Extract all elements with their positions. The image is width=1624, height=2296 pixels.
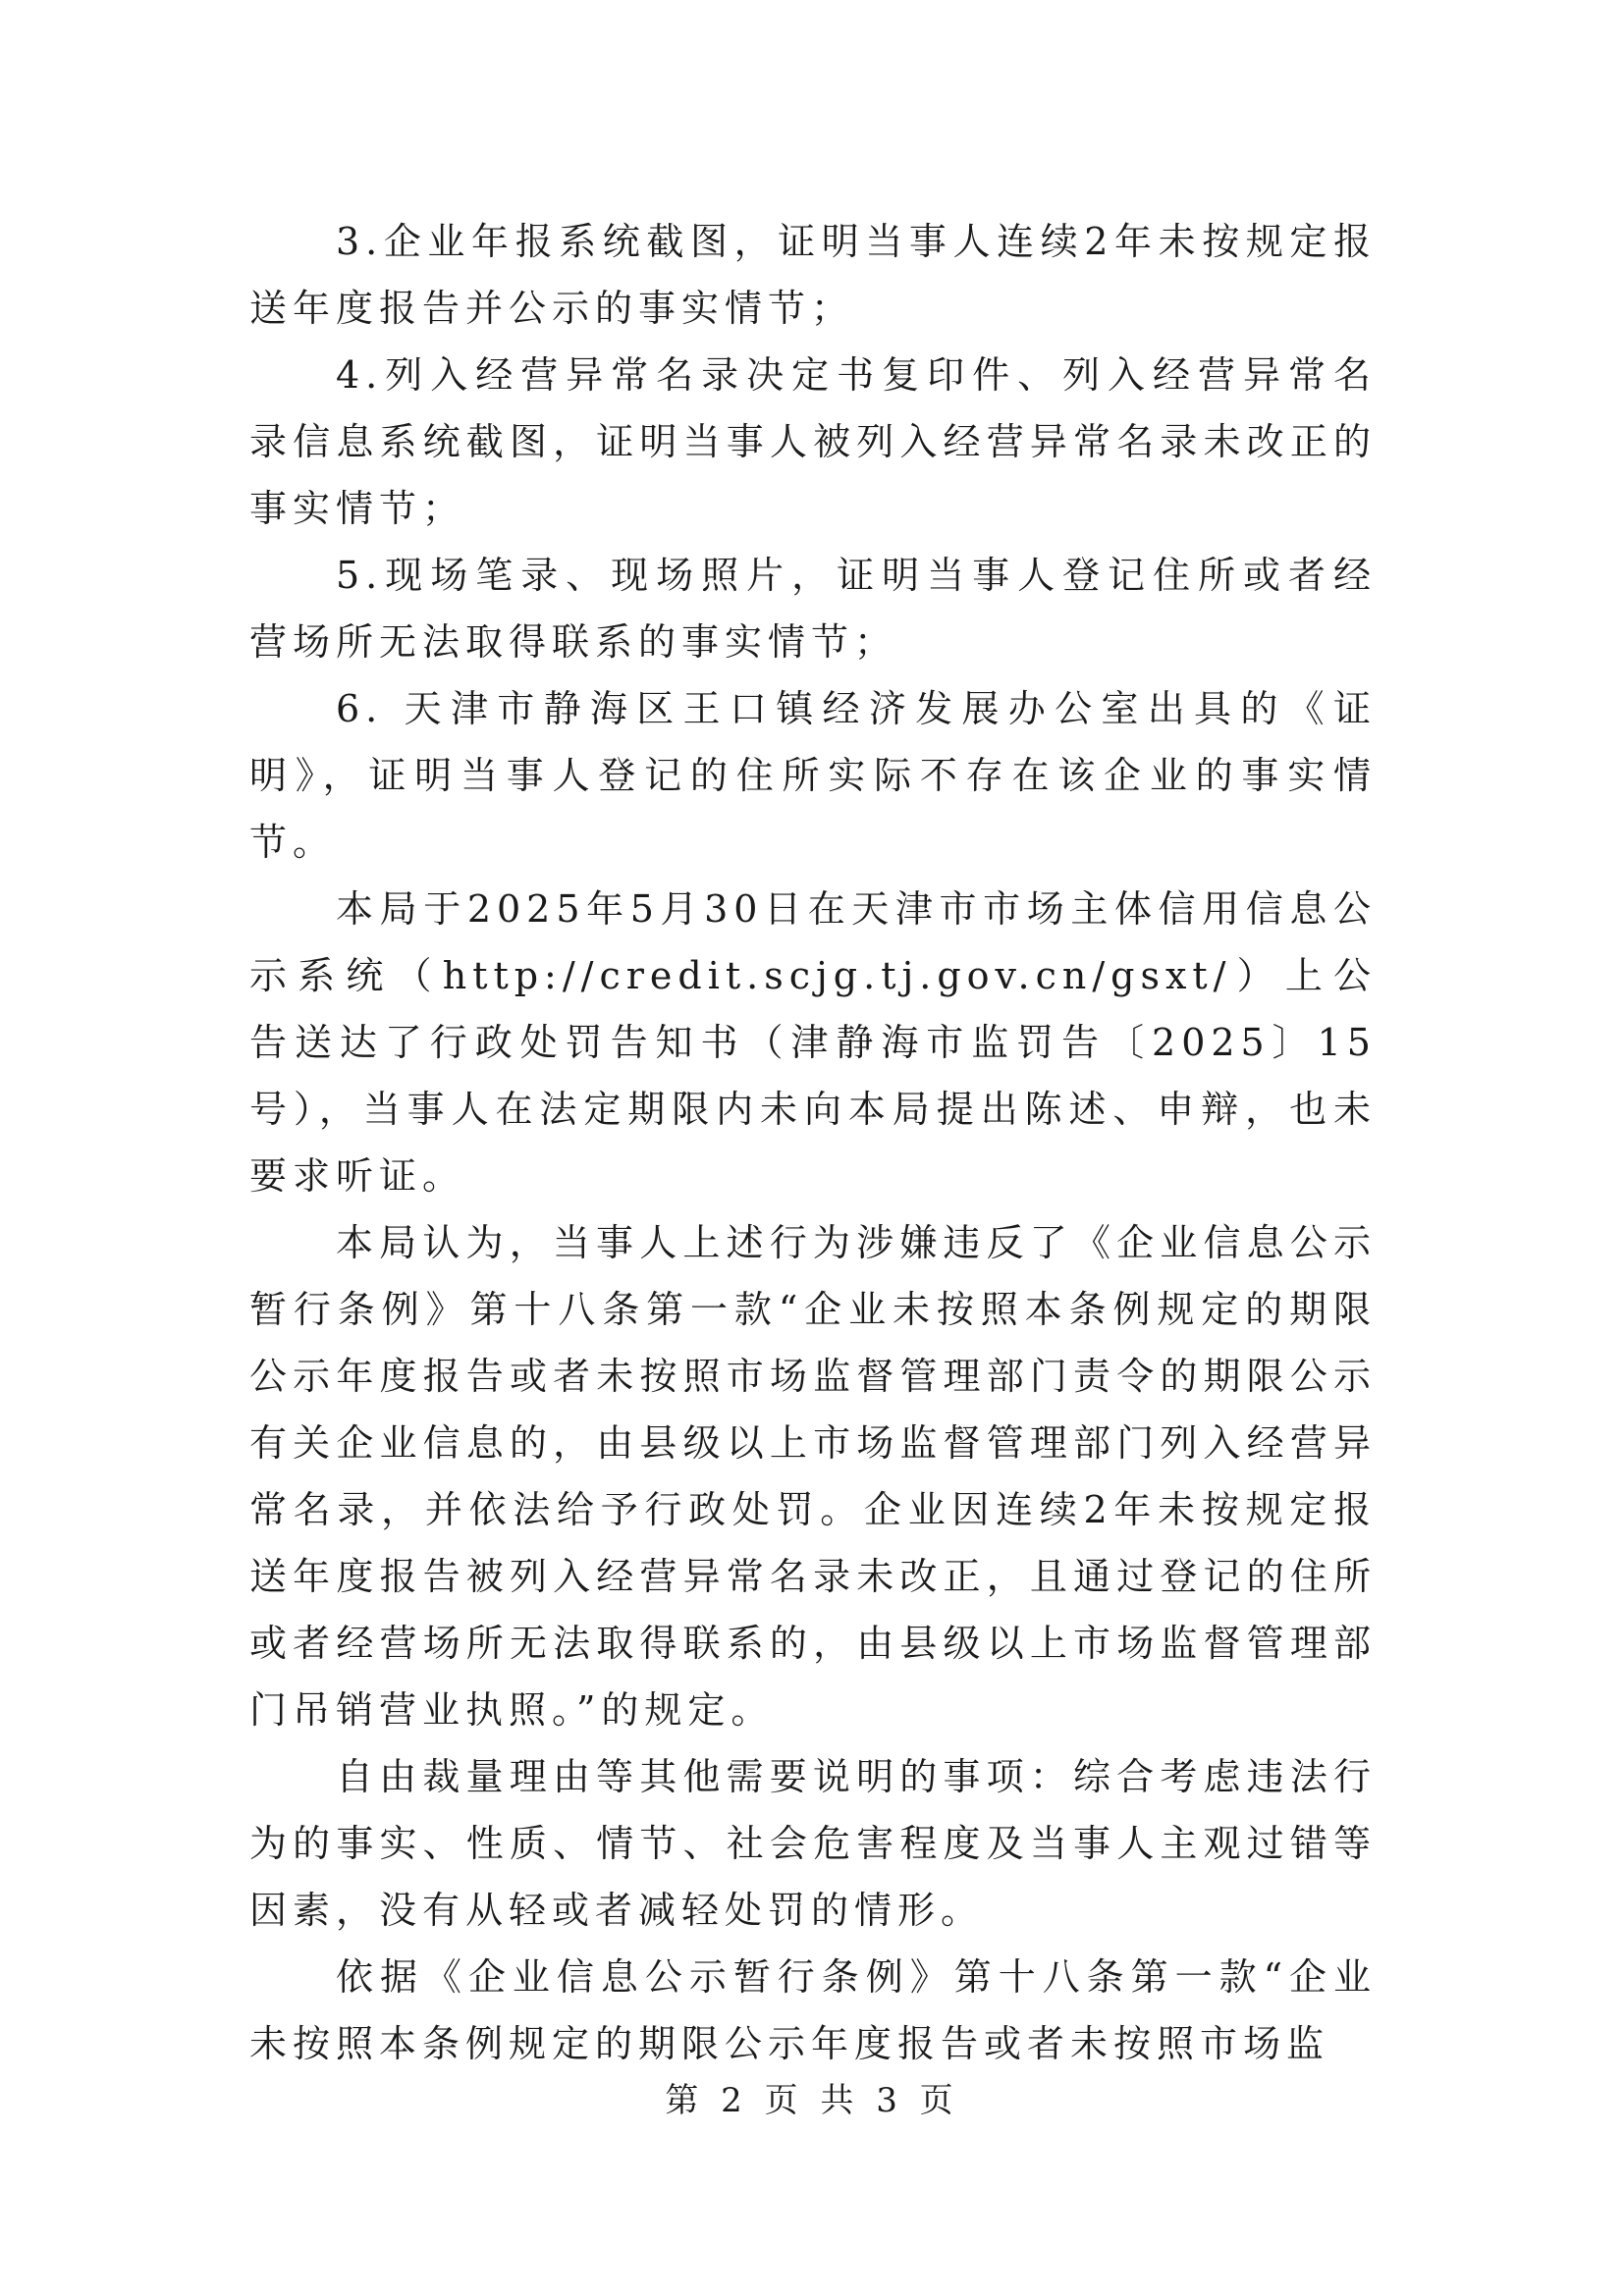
paragraph-basis: 依据《企业信息公示暂行条例》第十八条第一款“企业未按照本条例规定的期限公示年度报告或者未按照市场监 (249, 1955, 1377, 2065)
paragraph-notice-delivery: 本局于2025年5月30日在天津市市场主体信用信息公示系统（http://credit.scjg.tj.gov.cn/gsxt/）上公告送达了行政处罚告知书（津静海市监罚告〔2025〕15号），当事人在法定期限内未向本局提出陈述、申辩，也未要求听证。 (249, 887, 1377, 1198)
paragraph-evidence-6: 6. 天津市静海区王口镇经济发展办公室出具的《证明》，证明当事人登记的住所实际不存在该企业的事实情节。 (249, 687, 1377, 864)
paragraph-discretion: 自由裁量理由等其他需要说明的事项：综合考虑违法行为的事实、性质、情节、社会危害程度及当事人主观过错等因素，没有从轻或者减轻处罚的情形。 (249, 1755, 1377, 1932)
document-body (249, 208, 1377, 2077)
paragraph-legal-finding: 本局认为，当事人上述行为涉嫌违反了《企业信息公示暂行条例》第十八条第一款“企业未按照本条例规定的期限公示年度报告或者未按照市场监督管理部门责令的期限公示有关企业信息的，由县级以上市场监督管理部门列入经营异常名录，并依法给予行政处罚。企业因连续2年未按规定报送年度报告被列入经营异常名录未改正，且通过登记的住所或者经营场所无法取得联系的，由县级以上市场监督管理部门吊销营业执照。”的规定。 (249, 1221, 1377, 1732)
paragraph-evidence-4: 4.列入经营异常名录决定书复印件、列入经营异常名录信息系统截图，证明当事人被列入经营异常名录未改正的事实情节； (249, 353, 1377, 530)
page-number-footer: 第 2 页 共 3 页 (665, 2081, 959, 2120)
paragraph-evidence-5: 5.现场笔录、现场照片，证明当事人登记住所或者经营场所无法取得联系的事实情节； (249, 554, 1377, 664)
paragraph-evidence-3: 3.企业年报系统截图，证明当事人连续2年未按规定报送年度报告并公示的事实情节； (249, 220, 1377, 330)
